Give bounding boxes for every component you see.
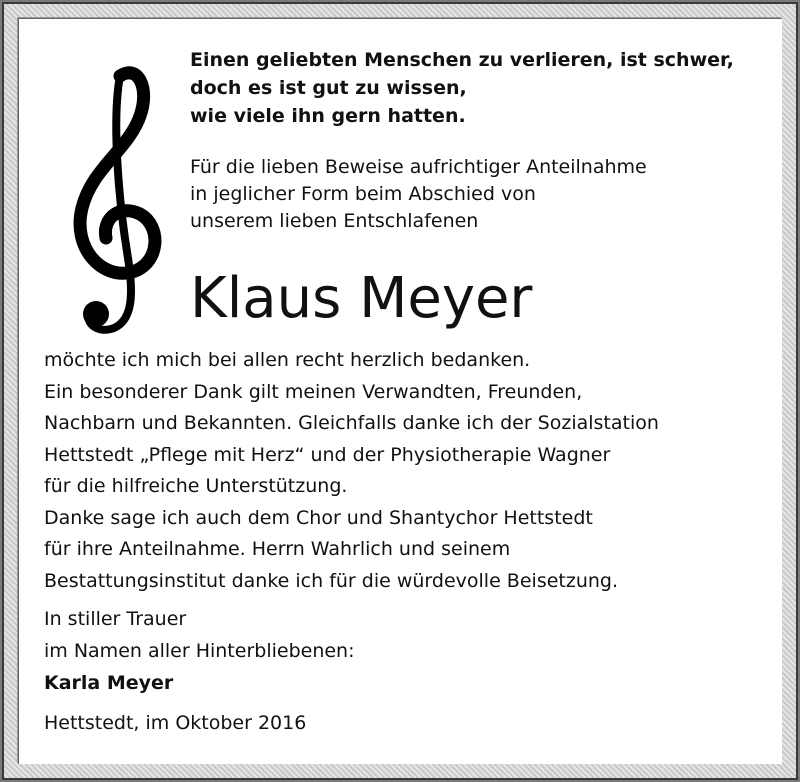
body-line: möchte ich mich bei allen recht herzlich bedanken. [44, 349, 531, 371]
body-line: Ein besonderer Dank gilt meinen Verwandten, Freunden, [44, 380, 583, 403]
body-line: Hettstedt „Pflege mit Herz“ und der Physiotherapie Wagner [44, 443, 611, 466]
headline-line: wie viele ihn gern hatten. [190, 105, 466, 127]
treble-clef-icon [58, 58, 168, 348]
closing-line: In stiller Trauer [44, 608, 187, 630]
headline-verse [190, 46, 734, 130]
body-line: Danke sage ich auch dem Chor und Shantychor Hettstedt [44, 506, 593, 529]
thanks-intro [190, 154, 647, 235]
thanks-line: unserem lieben Entschlafenen [190, 210, 479, 232]
closing-block [44, 603, 355, 699]
body-line: Bestattungsinstitut danke ich für die würdevolle Beisetzung. [44, 569, 619, 592]
body-line: für die hilfreiche Unterstützung. [44, 475, 348, 497]
notice-border [2, 2, 798, 780]
signer-name: Karla Meyer [44, 672, 174, 694]
deceased-name: Klaus Meyer [190, 266, 533, 331]
headline-line: doch es ist gut zu wissen, [190, 77, 467, 99]
thanks-line: in jeglicher Form beim Abschied von [190, 183, 536, 205]
body-line: Nachbarn und Bekannten. Gleichfalls danke ich der Sozialstation [44, 412, 659, 434]
notice-panel [18, 18, 782, 764]
closing-line: im Namen aller Hinterbliebenen: [44, 640, 355, 662]
body-text [44, 345, 659, 597]
headline-line: Einen geliebten Menschen zu verlieren, ist schwer, [190, 49, 734, 71]
body-line: für ihre Anteilnahme. Herrn Wahrlich und seinem [44, 538, 511, 560]
thanks-line: Für die lieben Beweise aufrichtiger Anteilnahme [190, 156, 647, 178]
place-date: Hettstedt, im Oktober 2016 [44, 712, 307, 734]
